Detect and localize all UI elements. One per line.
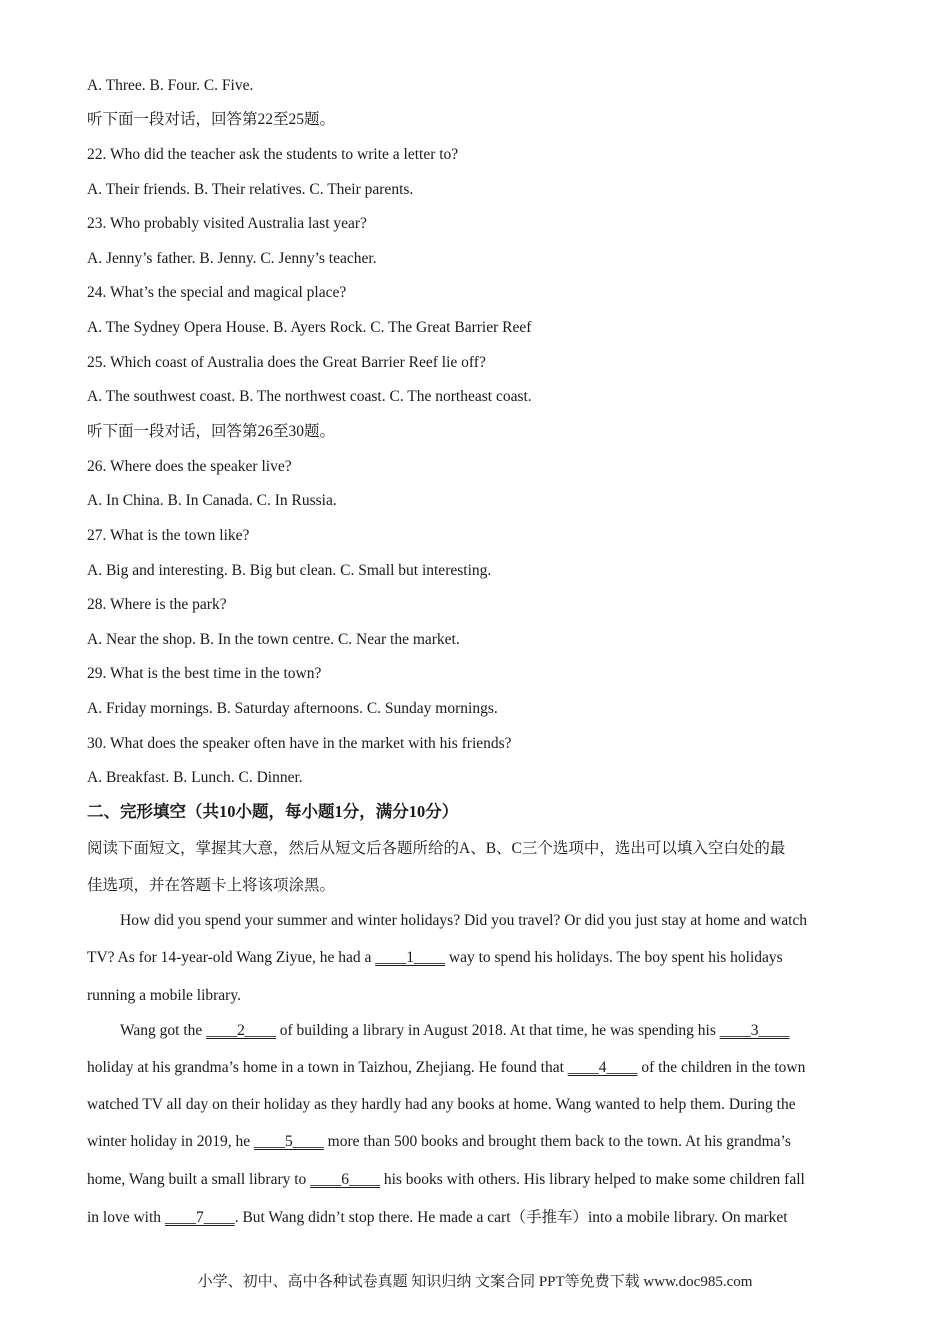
section-26-30-instruction: 听下面一段对话，回答第26至30题。: [87, 423, 336, 440]
passage-text: of building a library in August 2018. At that time, he was spending his: [275, 1022, 720, 1039]
passage-paragraph-2-line-1: [120, 1021, 880, 1041]
page-footer: 小学、初中、高中各种试卷真题 知识归纳 文案合同 PPT等免费下载 www.doc985.com: [197, 1274, 753, 1290]
q24-options: A. The Sydney Opera House. B. Ayers Rock. C. The Great Barrier Reef: [87, 319, 532, 336]
passage-text: way to spend his holidays. The boy spent his holidays: [445, 949, 783, 966]
cloze-instruction-line-2: 佳选项，并在答题卡上将该项涂黑。: [87, 877, 336, 894]
question-28: 28. Where is the park?: [87, 596, 227, 613]
blank-4: ____4____: [567, 1059, 638, 1076]
passage-paragraph-2-line-3: watched TV all day on their holiday as they hardly had any books at home. Wang wanted to help them. During the: [87, 1096, 796, 1113]
passage-text: in love with: [87, 1209, 165, 1226]
passage-text: . But Wang didn’t stop there. He made a cart（手推车）into a mobile library. On market: [234, 1209, 788, 1226]
passage-paragraph-2-line-4: [87, 1132, 877, 1152]
passage-text: TV? As for 14-year-old Wang Ziyue, he had a: [87, 949, 376, 966]
q23-options: A. Jenny’s father. B. Jenny. C. Jenny’s teacher.: [87, 250, 377, 267]
passage-text: home, Wang built a small library to: [87, 1171, 311, 1188]
blank-3: ____3____: [719, 1022, 790, 1039]
q21-options: A. Three. B. Four. C. Five.: [87, 77, 254, 94]
question-26: 26. Where does the speaker live?: [87, 458, 292, 475]
blank-2: ____2____: [206, 1022, 276, 1039]
passage-text: winter holiday in 2019, he: [87, 1133, 255, 1150]
passage-text: his books with others. His library helped to make some children fall: [379, 1171, 805, 1188]
passage-paragraph-1-line-2: [87, 948, 877, 968]
q30-options: A. Breakfast. B. Lunch. C. Dinner.: [87, 769, 303, 786]
passage-text: of the children in the town: [637, 1059, 806, 1076]
passage-paragraph-2-line-6: [87, 1208, 877, 1228]
passage-paragraph-1-line-1: How did you spend your summer and winter holidays? Did you travel? Or did you just stay at home and watch: [120, 912, 808, 929]
q28-options: A. Near the shop. B. In the town centre. C. Near the market.: [87, 631, 460, 648]
question-29: 29. What is the best time in the town?: [87, 665, 322, 682]
passage-text: more than 500 books and brought them back to the town. At his grandma’s: [323, 1133, 791, 1150]
passage-text: holiday at his grandma’s home in a town in Taizhou, Zhejiang. He found that: [87, 1059, 568, 1076]
cloze-section-heading: 二、完形填空（共10小题，每小题1分，满分10分）: [87, 802, 459, 821]
question-25: 25. Which coast of Australia does the Great Barrier Reef lie off?: [87, 354, 486, 371]
question-27: 27. What is the town like?: [87, 527, 250, 544]
section-22-25-instruction: 听下面一段对话，回答第22至25题。: [87, 111, 336, 128]
question-30: 30. What does the speaker often have in the market with his friends?: [87, 735, 512, 752]
q25-options: A. The southwest coast. B. The northwest coast. C. The northeast coast.: [87, 388, 532, 405]
passage-text: Wang got the: [120, 1022, 207, 1039]
q22-options: A. Their friends. B. Their relatives. C. Their parents.: [87, 181, 414, 198]
blank-5: ____5____: [254, 1133, 324, 1150]
q27-options: A. Big and interesting. B. Big but clean. C. Small but interesting.: [87, 562, 492, 579]
question-24: 24. What’s the special and magical place?: [87, 284, 347, 301]
question-22: 22. Who did the teacher ask the students to write a letter to?: [87, 146, 459, 163]
blank-6: ____6____: [310, 1171, 380, 1188]
blank-1: ____1____: [375, 949, 446, 966]
q29-options: A. Friday mornings. B. Saturday afternoons. C. Sunday mornings.: [87, 700, 498, 717]
cloze-instruction-line-1: 阅读下面短文，掌握其大意，然后从短文后各题所给的A、B、C三个选项中，选出可以填入空白处的最: [87, 840, 786, 857]
passage-paragraph-2-line-5: [87, 1170, 877, 1190]
question-23: 23. Who probably visited Australia last year?: [87, 215, 367, 232]
passage-paragraph-2-line-2: [87, 1058, 877, 1078]
blank-7: ____7____: [164, 1209, 235, 1226]
q26-options: A. In China. B. In Canada. C. In Russia.: [87, 492, 337, 509]
passage-paragraph-1-line-3: running a mobile library.: [87, 987, 241, 1004]
